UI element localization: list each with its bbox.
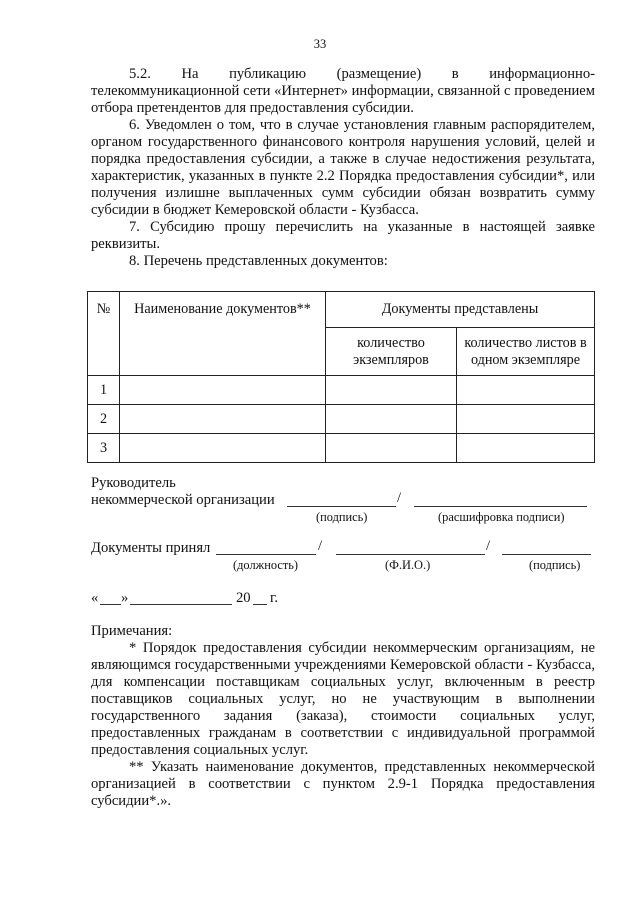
signature-caption: (подпись) xyxy=(316,510,368,524)
table-row xyxy=(88,434,595,463)
note-2: ** Указать наименование документов, представленных некоммерческой организацией в соответствии с пунктом 2.9-1 Порядка предоставления субсидии*.». xyxy=(91,759,595,809)
fio-line[interactable] xyxy=(336,554,485,555)
position-line[interactable] xyxy=(216,554,316,555)
cell-sheets[interactable] xyxy=(457,434,595,463)
separator-slash: / xyxy=(397,490,402,506)
table-row xyxy=(88,405,595,434)
date-year-line[interactable] xyxy=(253,604,267,605)
accepted-signature-line[interactable] xyxy=(502,554,591,555)
date-quote-close: » xyxy=(121,590,129,606)
column-header-number: № xyxy=(88,292,120,376)
accepted-signature-caption: (подпись) xyxy=(529,558,581,572)
head-title: Руководитель xyxy=(91,475,176,491)
date-month-line[interactable] xyxy=(130,604,232,605)
date-year-prefix: 20 xyxy=(236,590,251,606)
cell-name[interactable] xyxy=(120,376,326,405)
separator-slash: / xyxy=(486,538,491,554)
cell-copies[interactable] xyxy=(326,376,457,405)
table-row xyxy=(88,376,595,405)
page-number: 33 xyxy=(313,37,327,51)
cell-name[interactable] xyxy=(120,434,326,463)
table-header-row xyxy=(88,292,595,328)
notes-section xyxy=(91,623,595,810)
cell-copies[interactable] xyxy=(326,405,457,434)
date-day-line[interactable] xyxy=(100,604,121,605)
position-caption: (должность) xyxy=(233,558,299,572)
documents-table xyxy=(87,291,595,463)
cell-sheets[interactable] xyxy=(457,405,595,434)
paragraph-8: 8. Перечень представленных документов: xyxy=(129,253,388,269)
column-header-group: Документы представлены xyxy=(326,292,595,328)
date-year-suffix: г. xyxy=(270,590,278,606)
row-number: 2 xyxy=(88,405,120,434)
cell-sheets[interactable] xyxy=(457,376,595,405)
document-body xyxy=(91,66,595,270)
paragraph-6: 6. Уведомлен о том, что в случае установления главным распорядителем, органом государственного финансового контроля нарушения условий, целей и порядка предоставления субсидии, а также в случае недостижения результата, характеристик, указанных в пункте 2.2 Порядка предоставления субсидии*, или получения излишне выплаченных сумм субсидии обязан возвратить сумму субсидии в бюджет Кемеровской области - Кузбасса. xyxy=(91,117,595,218)
head-organization: некоммерческой организации xyxy=(91,492,275,508)
cell-name[interactable] xyxy=(120,405,326,434)
signature-line[interactable] xyxy=(287,506,396,507)
cell-copies[interactable] xyxy=(326,434,457,463)
paragraph-7: 7. Субсидию прошу перечислить на указанные в настоящей заявке реквизиты. xyxy=(91,219,595,252)
accepted-label: Документы принял xyxy=(91,540,211,556)
column-header-name: Наименование документов** xyxy=(120,292,326,376)
row-number: 3 xyxy=(88,434,120,463)
signature-decoding-line[interactable] xyxy=(414,506,587,507)
signature-decoding-caption: (расшифровка подписи) xyxy=(438,510,565,524)
paragraph-5-2: 5.2. На публикацию (размещение) в информационно-телекоммуникационной сети «Интернет» информации, связанной с проведением отбора претендентов для предоставления субсидии. xyxy=(91,66,595,116)
notes-title: Примечания: xyxy=(91,623,173,639)
column-header-sheets: количество листов в одном экземпляре xyxy=(457,328,595,376)
row-number: 1 xyxy=(88,376,120,405)
date-quote-open: « xyxy=(91,590,99,606)
column-header-copies: количество экземпляров xyxy=(326,328,457,376)
separator-slash: / xyxy=(318,538,323,554)
fio-caption: (Ф.И.О.) xyxy=(385,558,431,572)
note-1: * Порядок предоставления субсидии некоммерческим организациям, не являющимся государственными учреждениями Кемеровской области - Кузбасса, для компенсации поставщикам социальных услуг, включенным в реестр поставщиков социальных услуг, но не участвующим в выполнении государственного задания (заказа), стоимости социальных услуг, предоставленных гражданам в соответствии с индивидуальной программой предоставления социальных услуг. xyxy=(91,640,595,758)
